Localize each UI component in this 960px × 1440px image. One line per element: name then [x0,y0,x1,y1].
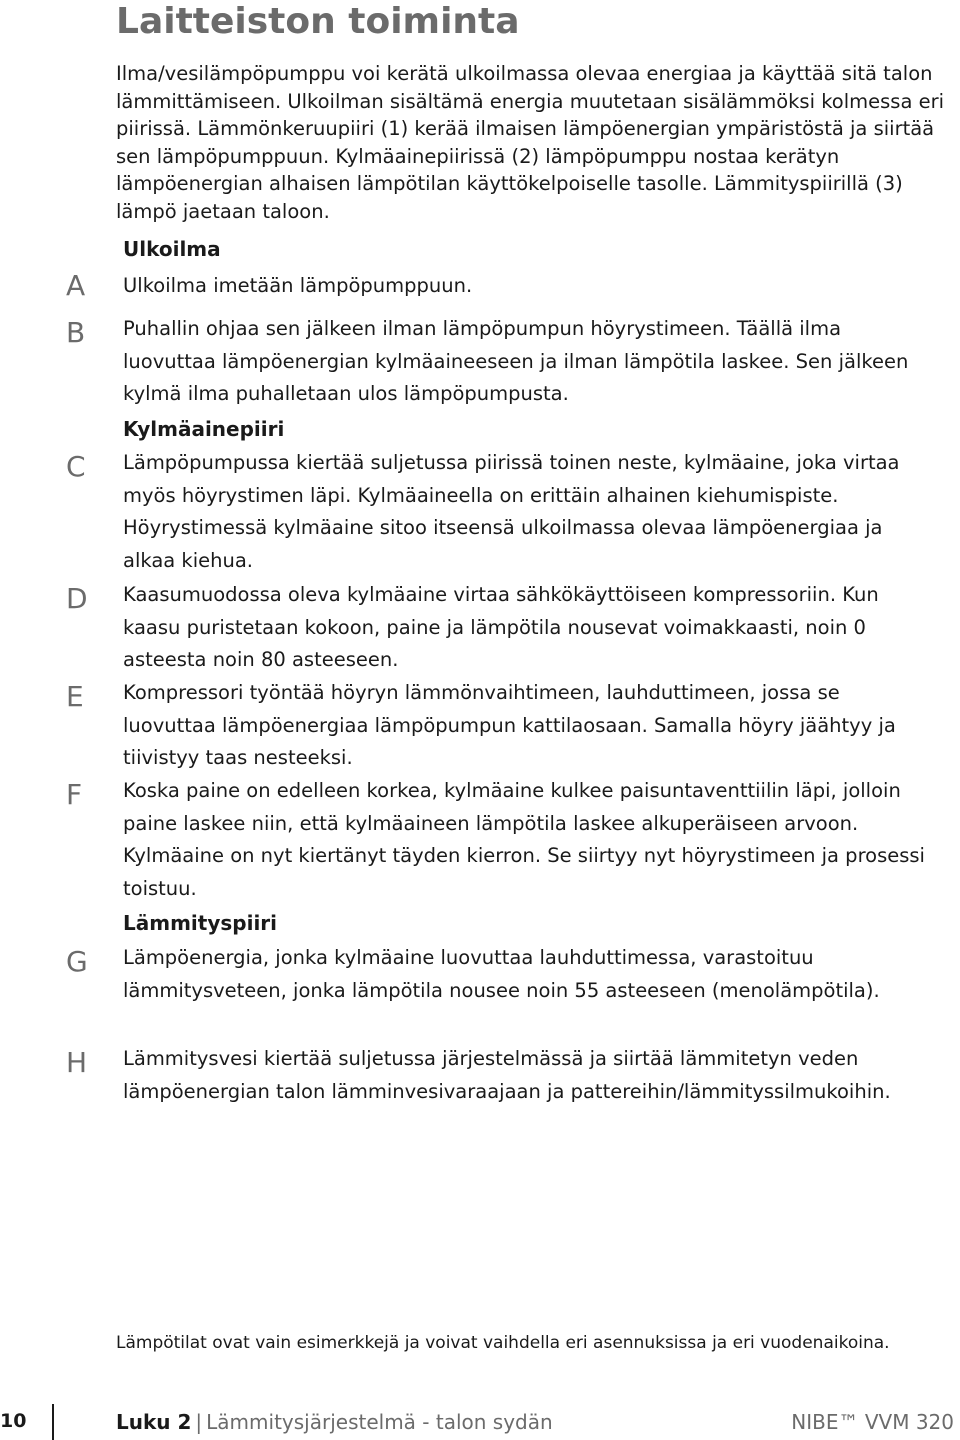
item-text-e: Kompressori työntää höyryn lämmönvaihtimeen, lauhduttimeen, jossa se luovuttaa lämpöenergiaa lämpöpumpun kattilaosaan. Samalla höyry jäähtyy ja tiivistyy taas nesteeksi. [123,681,896,769]
section-heading-refrigerant: Kylmäainepiiri [123,417,285,441]
section-heading-heating: Lämmityspiiri [123,911,278,935]
chapter-separator: | [195,1410,203,1434]
item-text-b: Puhallin ohjaa sen jälkeen ilman lämpöpumpun höyrystimeen. Täällä ilma luovuttaa lämpöenergian kylmäaineeseen ja ilman lämpötila laskee. Sen jälkeen kylmä ilma puhalletaan ulos lämpöpumpusta. [123,317,909,405]
item-letter-b: B [66,316,86,349]
item-letter-d: D [66,582,88,615]
item-letter-h: H [66,1046,88,1079]
item-text-c: Lämpöpumpussa kiertää suljetussa piirissä toinen neste, kylmäaine, joka virtaa myös höyrystimen läpi. Kylmäaineella on erittäin alhainen kiehumispiste. Höyrystimessä kylmäaine sitoo itseensä ulkoilmassa olevaa lämpöenergiaa ja alkaa kiehua. [123,451,900,572]
section-heading-outdoor: Ulkoilma [123,237,221,261]
page-number: 10 [0,1410,27,1432]
item-text-h: Lämmitysvesi kiertää suljetussa järjestelmässä ja siirtää lämmitetyn veden lämpöenergian talon lämminvesivaraajaan ja pattereihin/lämmityssilmukoihin. [123,1047,891,1103]
chapter-info [116,1410,553,1434]
item-letter-a: A [66,269,86,302]
item-letter-f: F [66,778,83,811]
item-letter-g: G [66,945,88,978]
footer-divider [52,1404,54,1440]
chapter-title: Lämmitysjärjestelmä - talon sydän [206,1410,553,1434]
intro-text: Ilma/vesilämpöpumppu voi kerätä ulkoilmassa olevaa energiaa ja käyttää sitä talon lämmittämiseen. Ulkoilman sisältämä energia muutetaan sisälämmöksi kolmessa eri piirissä. Lämmönkeruupiiri (1) kerää ilmaisen lämpöenergian ympäristöstä ja siirtää sen lämpöpumppuun. Kylmäainepiirissä (2) lämpöpumppu nostaa kerätyn lämpöenergian alhaisen lämpötilan käyttökelpoiselle tasolle. Lämmityspiirillä (3) lämpö jaetaan taloon. [116,62,945,223]
intro-paragraph [116,60,946,225]
item-text-a: Ulkoilma imetään lämpöpumppuun. [123,274,473,297]
item-letter-c: C [66,450,86,483]
footnote: Lämpötilat ovat vain esimerkkejä ja voivat vaihdella eri asennuksissa ja eri vuodenaikoina. [116,1333,890,1353]
item-letter-e: E [66,680,84,713]
page-footer [0,1404,960,1440]
chapter-label: Luku 2 [116,1410,192,1434]
page-title: Laitteiston toiminta [116,1,520,42]
item-text-d: Kaasumuodossa oleva kylmäaine virtaa sähkökäyttöiseen kompressoriin. Kun kaasu puristetaan kokoon, paine ja lämpötila nousevat voimakkaasti, noin 0 asteesta noin 80 asteeseen. [123,583,879,671]
product-name: NIBE™ VVM 320 [791,1410,954,1434]
item-text-f: Koska paine on edelleen korkea, kylmäaine kulkee paisuntaventtiilin läpi, jolloin paine laskee niin, että kylmäaineen lämpötila laskee alkuperäiseen arvoon. Kylmäaine on nyt kiertänyt täyden kierron. Se siirtyy nyt höyrystimeen ja prosessi toistuu. [123,779,925,900]
item-text-g: Lämpöenergia, jonka kylmäaine luovuttaa lauhduttimessa, varastoituu lämmitysveteen, jonka lämpötila nousee noin 55 asteeseen (menolämpötila). [123,946,880,1002]
